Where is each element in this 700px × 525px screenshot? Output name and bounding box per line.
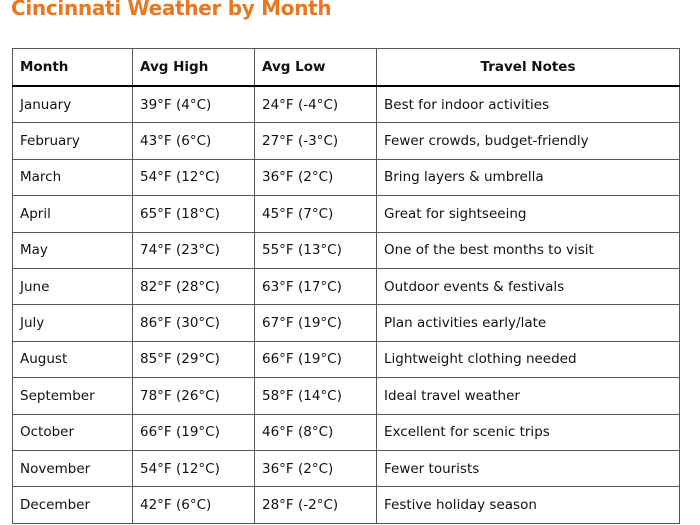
- avg-high-cell: 39°F (4°C): [133, 86, 255, 123]
- header-travel-notes: Travel Notes: [377, 49, 680, 87]
- page-title: Cincinnati Weather by Month: [11, 0, 332, 20]
- travel-notes-cell: Plan activities early/late: [377, 305, 680, 341]
- travel-notes-cell: Best for indoor activities: [377, 86, 680, 123]
- weather-table: [12, 48, 680, 524]
- travel-notes-cell: Fewer tourists: [377, 450, 680, 486]
- avg-high-cell: 43°F (6°C): [133, 123, 255, 159]
- avg-low-cell: 45°F (7°C): [255, 196, 377, 232]
- month-cell: February: [13, 123, 133, 159]
- avg-low-cell: 24°F (-4°C): [255, 86, 377, 123]
- table-row: [13, 305, 680, 341]
- month-cell: April: [13, 196, 133, 232]
- month-cell: March: [13, 159, 133, 195]
- header-row: [13, 49, 680, 87]
- avg-low-cell: 55°F (13°C): [255, 232, 377, 268]
- avg-low-cell: 58°F (14°C): [255, 378, 377, 414]
- table-row: [13, 159, 680, 195]
- table-row: [13, 487, 680, 523]
- avg-high-cell: 66°F (19°C): [133, 414, 255, 450]
- header-month: Month: [13, 49, 133, 87]
- travel-notes-cell: Lightweight clothing needed: [377, 341, 680, 377]
- month-cell: September: [13, 378, 133, 414]
- header-avg-low: Avg Low: [255, 49, 377, 87]
- table-row: [13, 123, 680, 159]
- table-row: [13, 341, 680, 377]
- month-cell: May: [13, 232, 133, 268]
- table-row: [13, 86, 680, 123]
- avg-high-cell: 86°F (30°C): [133, 305, 255, 341]
- table-row: [13, 268, 680, 304]
- avg-low-cell: 46°F (8°C): [255, 414, 377, 450]
- avg-low-cell: 63°F (17°C): [255, 268, 377, 304]
- travel-notes-cell: Great for sightseeing: [377, 196, 680, 232]
- avg-high-cell: 42°F (6°C): [133, 487, 255, 523]
- travel-notes-cell: Bring layers & umbrella: [377, 159, 680, 195]
- header-avg-high: Avg High: [133, 49, 255, 87]
- month-cell: July: [13, 305, 133, 341]
- avg-low-cell: 67°F (19°C): [255, 305, 377, 341]
- month-cell: January: [13, 86, 133, 123]
- travel-notes-cell: Outdoor events & festivals: [377, 268, 680, 304]
- avg-low-cell: 66°F (19°C): [255, 341, 377, 377]
- month-cell: November: [13, 450, 133, 486]
- avg-high-cell: 82°F (28°C): [133, 268, 255, 304]
- avg-high-cell: 78°F (26°C): [133, 378, 255, 414]
- avg-low-cell: 36°F (2°C): [255, 450, 377, 486]
- month-cell: December: [13, 487, 133, 523]
- month-cell: October: [13, 414, 133, 450]
- month-cell: August: [13, 341, 133, 377]
- travel-notes-cell: Fewer crowds, budget-friendly: [377, 123, 680, 159]
- travel-notes-cell: Ideal travel weather: [377, 378, 680, 414]
- travel-notes-cell: Festive holiday season: [377, 487, 680, 523]
- avg-high-cell: 54°F (12°C): [133, 159, 255, 195]
- table-row: [13, 414, 680, 450]
- table-row: [13, 232, 680, 268]
- travel-notes-cell: One of the best months to visit: [377, 232, 680, 268]
- table-row: [13, 450, 680, 486]
- avg-high-cell: 54°F (12°C): [133, 450, 255, 486]
- table-row: [13, 378, 680, 414]
- table-row: [13, 196, 680, 232]
- avg-high-cell: 85°F (29°C): [133, 341, 255, 377]
- avg-high-cell: 74°F (23°C): [133, 232, 255, 268]
- month-cell: June: [13, 268, 133, 304]
- avg-low-cell: 28°F (-2°C): [255, 487, 377, 523]
- avg-high-cell: 65°F (18°C): [133, 196, 255, 232]
- travel-notes-cell: Excellent for scenic trips: [377, 414, 680, 450]
- avg-low-cell: 36°F (2°C): [255, 159, 377, 195]
- avg-low-cell: 27°F (-3°C): [255, 123, 377, 159]
